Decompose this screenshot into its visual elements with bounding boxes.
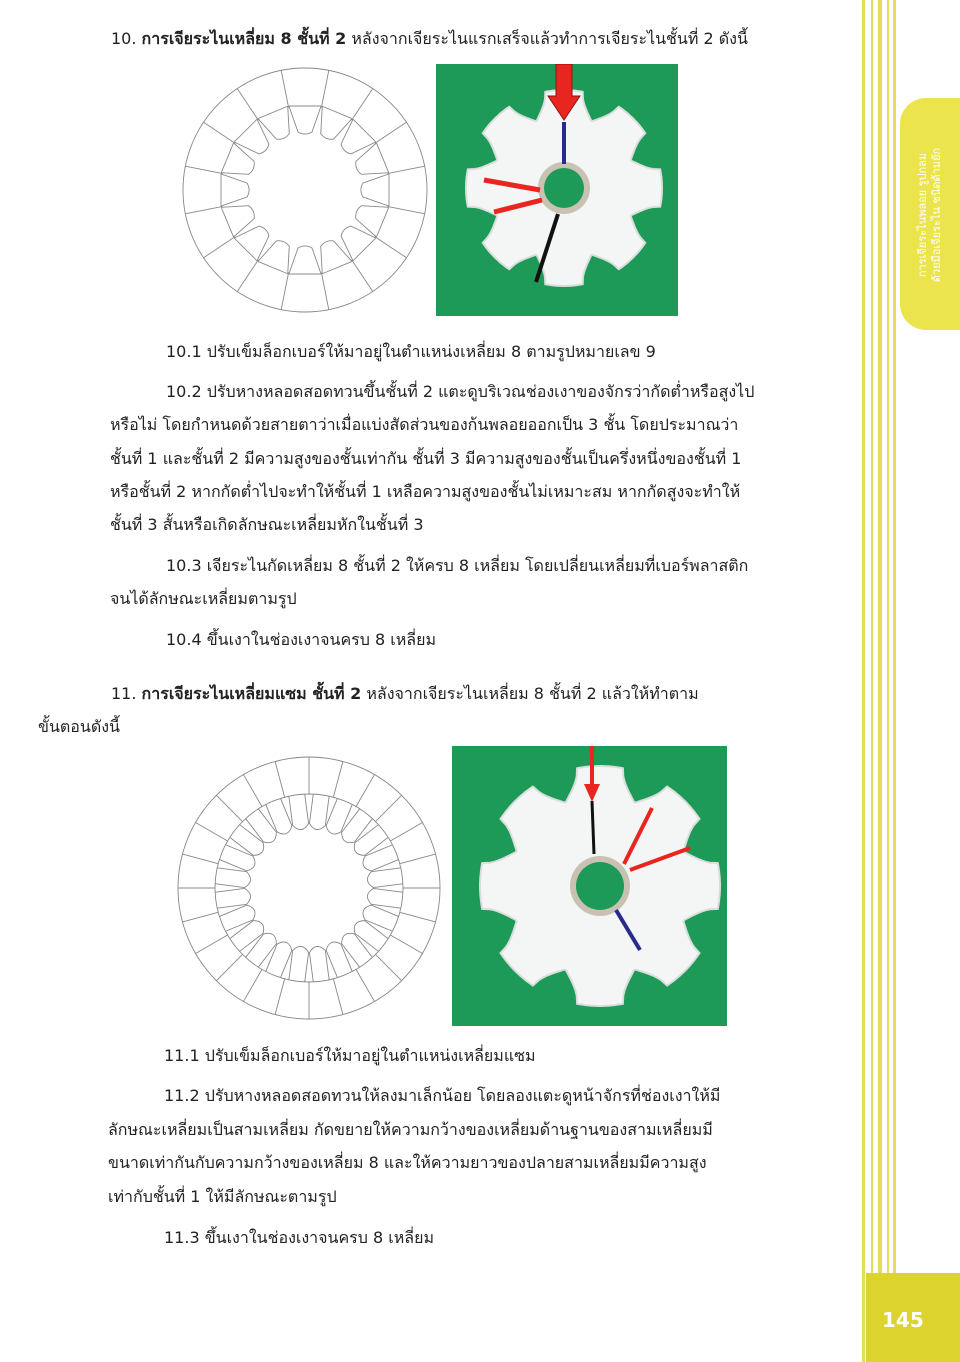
section11-number: 11. — [111, 684, 137, 703]
section11-intro-continued: ขั้นตอนดังนี้ — [38, 717, 120, 736]
step-10-3-line: 10.3 เจียระไนกัดเหลี่ยม 8 ชั้นที่ 2 ให้ครบ 8 เหลี่ยม โดยเปลี่ยนเหลี่ยมที่เบอร์พลาสติก — [166, 556, 749, 575]
chapter-tab-line1: การเจียระไนพลอย รูปกลม — [916, 152, 930, 278]
section10-heading — [111, 29, 748, 49]
step-10-2-line: ชั้นที่ 1 และชั้นที่ 2 มีความสูงของชั้นเท่ากัน ชั้นที่ 3 มีความสูงของชั้นเป็นครึ่งหนึ่งของชั้นที่ 1 — [110, 449, 742, 468]
chapter-tab-line2: ด้วยมือเจียระไน ชนิดด้ามยัก — [930, 147, 944, 283]
margin-rule — [887, 0, 889, 1362]
step-11-2-line: เท่ากับชั้นที่ 1 ให้มีลักษณะตามรูป — [108, 1187, 337, 1206]
step-10-2-line: หรือไม่ โดยกำหนดด้วยสายตาว่าเมื่อแบ่งสัดส่วนของก้นพลอยออกเป็น 3 ชั้น โดยประมาณว่า — [110, 415, 739, 434]
section11-intro: หลังจากเจียระไนเหลี่ยม 8 ชั้นที่ 2 แล้วให้ทำตาม — [366, 684, 699, 703]
photo-index-gear — [452, 746, 727, 1026]
diagram-gem-pavilion-8-facets — [182, 64, 428, 316]
step-10-1: 10.1 ปรับเข็มล็อกเบอร์ให้มาอยู่ในตำแหน่งเหลี่ยม 8 ตามรูปหมายเลข 9 — [166, 342, 656, 361]
section10-intro: หลังจากเจียระไนแรกเสร็จแล้วทำการเจียระไนชั้นที่ 2 ดังนี้ — [351, 29, 748, 48]
margin-rule — [871, 0, 873, 1362]
step-11-3: 11.3 ขึ้นเงาในช่องเงาจนครบ 8 เหลี่ยม — [164, 1228, 435, 1247]
page-number: 145 — [882, 1308, 924, 1332]
section11-heading — [111, 684, 699, 704]
section10-number: 10. — [111, 29, 137, 48]
step-11-2-line: ขนาดเท่ากันกับความกว้างของเหลี่ยม 8 และให้ความยาวของปลายสามเหลี่ยมมีความสูง — [108, 1153, 707, 1172]
step-10-4: 10.4 ขึ้นเงาในช่องเงาจนครบ 8 เหลี่ยม — [166, 630, 437, 649]
diagram-gem-pavilion-16-facets — [176, 750, 444, 1026]
photo-index-gear — [436, 64, 678, 316]
step-10-2-line: 10.2 ปรับหางหลอดสอดทวนขึ้นชั้นที่ 2 แตะดูบริเวณช่องเงาของจักรว่ากัดต่ำหรือสูงไป — [166, 382, 755, 401]
step-11-2-line: 11.2 ปรับหางหลอดสอดทวนให้ลงมาเล็กน้อย โดยลองแตะดูหน้าจักรที่ช่องเงาให้มี — [164, 1086, 721, 1105]
margin-rule — [893, 0, 896, 1362]
step-11-2-line: ลักษณะเหลี่ยมเป็นสามเหลี่ยม กัดขยายให้ความกว้างของเหลี่ยมด้านฐานของสามเหลี่ยมมี — [108, 1120, 713, 1139]
step-10-3-line: จนได้ลักษณะเหลี่ยมตามรูป — [110, 589, 297, 608]
section11-title: การเจียระไนเหลี่ยมแซม ชั้นที่ 2 — [141, 684, 362, 703]
chapter-tab-label — [905, 108, 955, 322]
section10-title: การเจียระไนเหลี่ยม 8 ชั้นที่ 2 — [141, 29, 347, 48]
step-11-1: 11.1 ปรับเข็มล็อกเบอร์ให้มาอยู่ในตำแหน่งเหลี่ยมแซม — [164, 1046, 536, 1065]
step-10-2-line: ชั้นที่ 3 สั้นหรือเกิดลักษณะเหลี่ยมหักในชั้นที่ 3 — [110, 515, 424, 534]
step-10-2-line: หรือชั้นที่ 2 หากกัดต่ำไปจะทำให้ชั้นที่ 1 เหลือความสูงของชั้นไม่เหมาะสม หากกัดสูงจะทำให้ — [110, 482, 741, 501]
margin-rule — [878, 0, 882, 1362]
margin-rule — [862, 0, 865, 1362]
